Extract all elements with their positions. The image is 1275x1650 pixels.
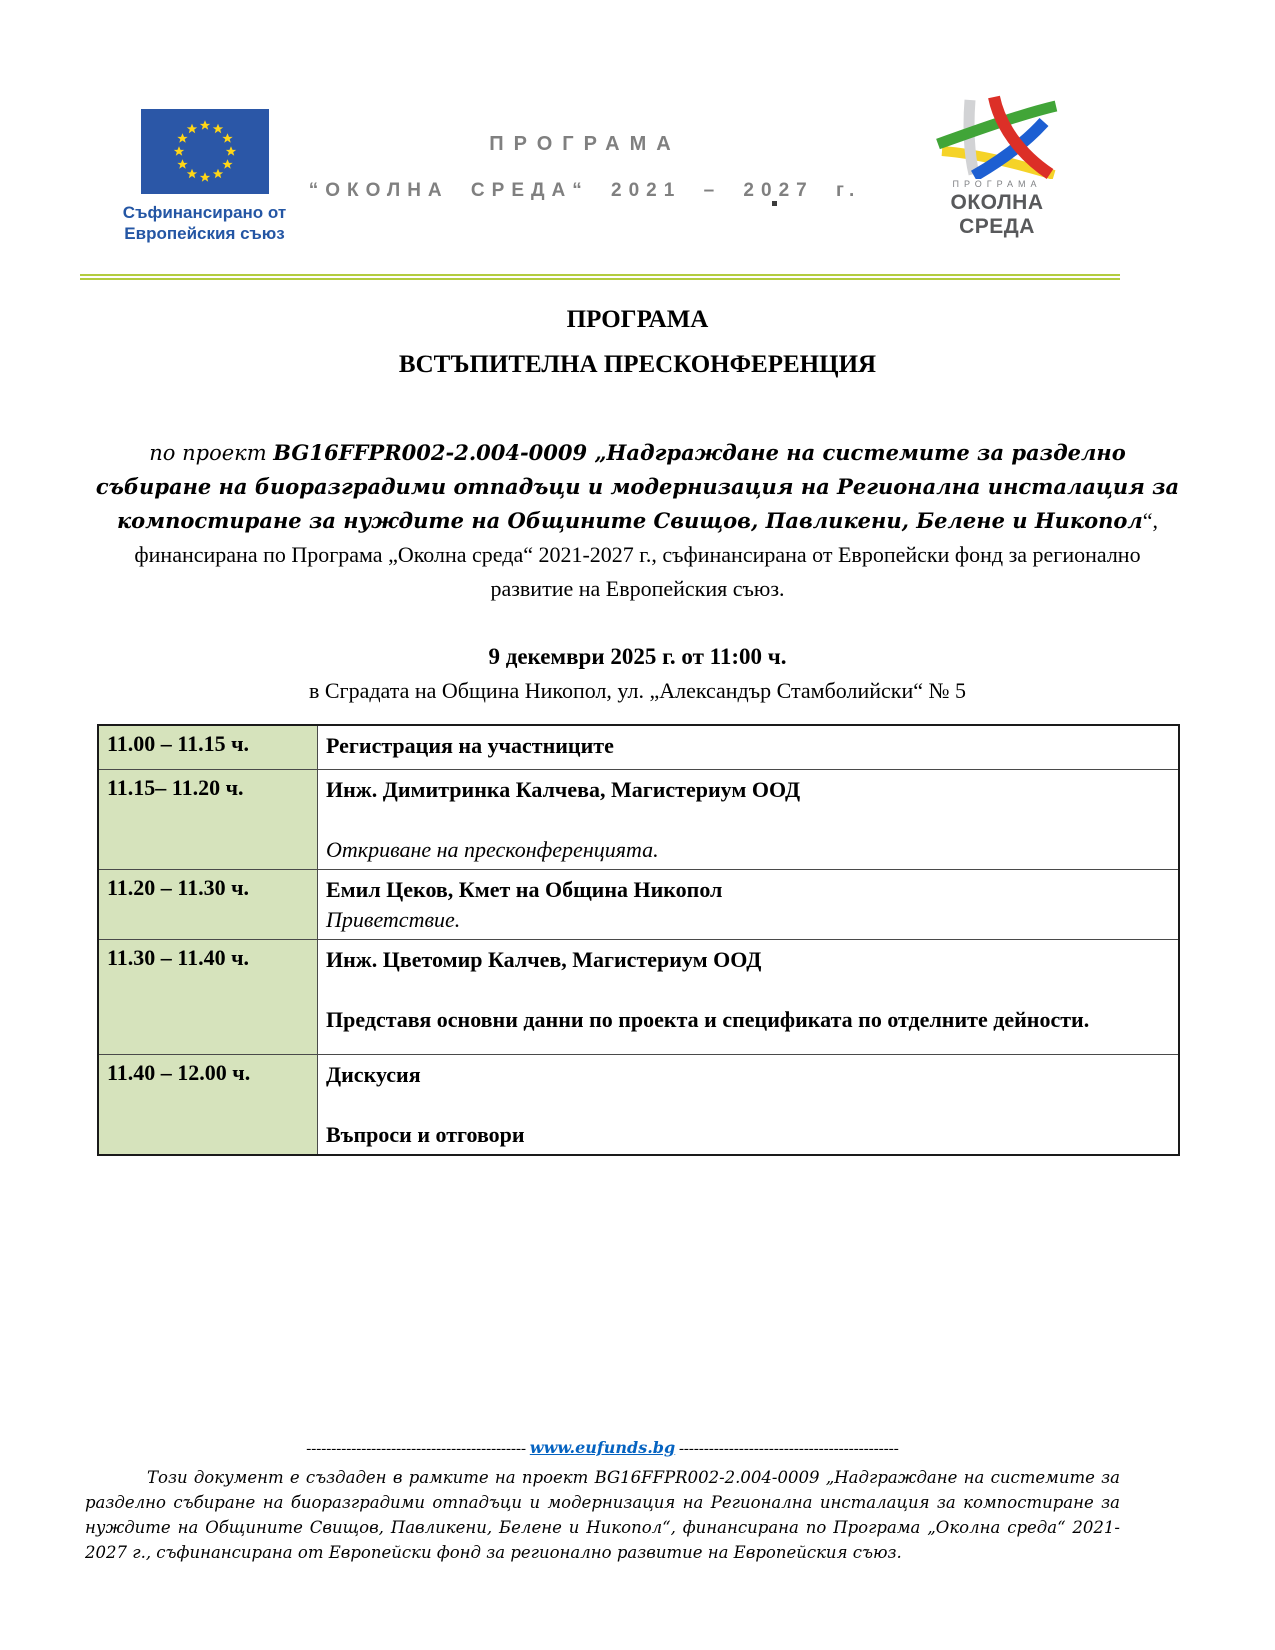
- program-header-line2: “ОКОЛНА СРЕДА“ 2021 – 2027 г.: [308, 180, 862, 201]
- schedule-description: [318, 940, 1180, 1055]
- schedule-line: Дискусия: [326, 1062, 421, 1087]
- schedule-row: [98, 870, 1179, 940]
- schedule-row: [98, 725, 1179, 770]
- schedule-line: Инж. Димитринка Калчева, Магистериум ООД: [326, 777, 801, 802]
- title-line2: ВСТЪПИТЕЛНА ПРЕСКОНФЕРЕНЦИЯ: [398, 351, 877, 378]
- eu-flag-icon: [141, 109, 269, 194]
- title-line1: ПРОГРАМА: [566, 306, 709, 333]
- schedule-line: Въпроси и отговори: [326, 1122, 525, 1147]
- environment-program-ribbons-icon: [922, 95, 1072, 179]
- schedule-time: 11.40 – 12.00 ч.: [98, 1055, 318, 1156]
- eu-caption-line2: Европейския съюз: [124, 224, 285, 243]
- schedule-line: [326, 805, 1168, 835]
- footer-disclaimer: Този документ е създаден в рамките на проект BG16FFPR002-2.004-0009 „Надграждане на системите за разделно събиране на биоразградими отпадъци и модернизация на Регионална инсталация за компостиране за нуждите на Общините Свищов, Павликени, Белене и Никопол“, финансирана по Програма „Околна среда“ 2021-2027 г., съфинансирана от Европейски фонд за регионално развитие на Европейския съюз.: [85, 1468, 1120, 1562]
- event-datetime: 9 декември 2025 г. от 11:00 ч.: [488, 644, 787, 669]
- schedule-row: [98, 770, 1179, 870]
- eu-logo-caption: [112, 202, 297, 244]
- schedule-description: [318, 1055, 1180, 1156]
- schedule-time: 11.00 – 11.15 ч.: [98, 725, 318, 770]
- schedule-time: 11.20 – 11.30 ч.: [98, 870, 318, 940]
- page-footer: [85, 1438, 1120, 1565]
- schedule-line: Представя основни данни по проекта и спецификата по отделните дейности.: [326, 1007, 1090, 1032]
- schedule-line: [326, 975, 1168, 1005]
- eu-cofunded-logo: [112, 109, 297, 244]
- os-logo-small-label: ПРОГРАМА: [952, 179, 1042, 189]
- schedule-table-body: [98, 725, 1179, 1155]
- schedule-description: [318, 870, 1180, 940]
- schedule-time: 11.30 – 11.40 ч.: [98, 940, 318, 1055]
- schedule-table: [97, 724, 1180, 1156]
- schedule-line: Инж. Цветомир Калчев, Магистериум ООД: [326, 947, 762, 972]
- page-header: [0, 95, 1275, 250]
- footer-dashes-right: --------------------------------------------: [678, 1441, 899, 1457]
- environment-program-logo: [912, 95, 1082, 239]
- schedule-line: Емил Цеков, Кмет на Община Никопол: [326, 877, 723, 902]
- intro-prefix: по проект: [149, 441, 274, 465]
- os-logo-big-label: ОКОЛНА СРЕДА: [950, 191, 1044, 238]
- intro-project-name: BG16FFPR002-2.004-0009 „Надграждане на системите за разделно събиране на биоразградими отпадъци и модернизация на Регионална инсталация за компостиране за нуждите на Общините Свищов, Павликени, Белене и Никопол: [95, 440, 1180, 533]
- schedule-row: [98, 940, 1179, 1055]
- schedule-line: Регистрация на участниците: [326, 733, 614, 758]
- project-intro-paragraph: [95, 436, 1180, 606]
- small-square-mark: [772, 201, 777, 206]
- footer-dashes-left: --------------------------------------------: [306, 1441, 527, 1457]
- intro-rest: “, финансирана по Програма „Околна среда“ 2021-2027 г., съфинансирана от Европейски фонд за регионално развитие на Европейския съюз.: [134, 508, 1159, 601]
- eufunds-link[interactable]: www.eufunds.bg: [529, 1438, 676, 1457]
- document-title: [0, 306, 1275, 379]
- footer-link-line: [85, 1438, 1120, 1458]
- schedule-row: [98, 1055, 1179, 1156]
- program-header-line1: ПРОГРАМА: [489, 133, 681, 155]
- schedule-description: [318, 725, 1180, 770]
- eu-caption-line1: Съфинансирано от: [122, 203, 287, 222]
- schedule-line: Откриване на пресконференцията.: [326, 837, 659, 862]
- program-header-text: [285, 133, 885, 202]
- schedule-description: [318, 770, 1180, 870]
- event-venue: в Сградата на Община Никопол, ул. „Александър Стамболийски“ № 5: [308, 678, 966, 703]
- schedule-line: Приветствие.: [326, 907, 461, 932]
- schedule-line: [326, 1090, 1168, 1120]
- schedule-time: 11.15– 11.20 ч.: [98, 770, 318, 870]
- olive-divider-rule: [80, 274, 1120, 280]
